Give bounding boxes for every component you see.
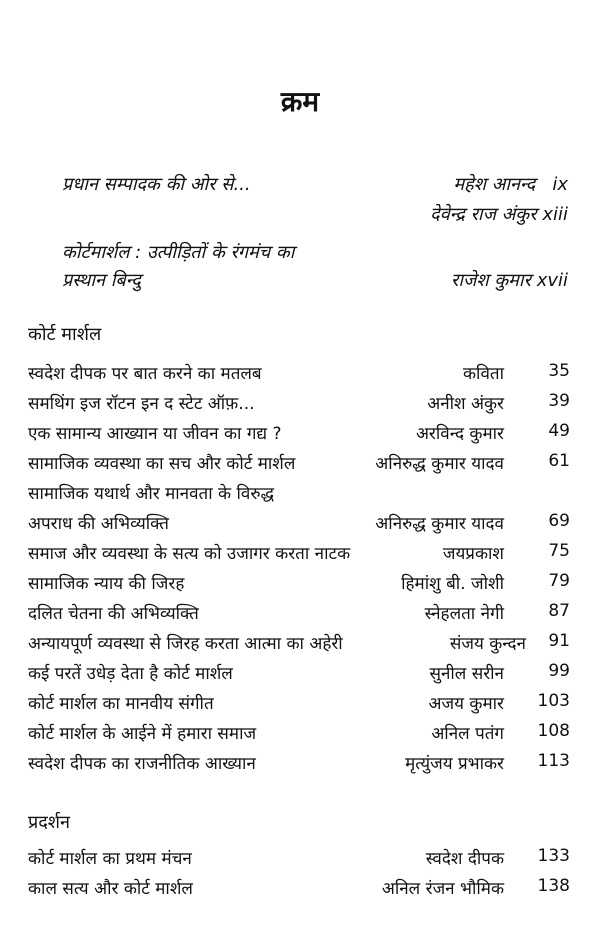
toc-entry xyxy=(28,876,570,904)
entry-title: सामाजिक व्यवस्था का सच और कोर्ट मार्शल xyxy=(28,454,296,474)
toc-entry xyxy=(28,451,570,479)
entry-author-page xyxy=(453,172,568,196)
entry-author-page xyxy=(430,202,568,226)
toc-entry xyxy=(28,661,570,689)
toc-entry xyxy=(28,631,570,659)
toc-entry xyxy=(28,481,570,509)
page-title: क्रम xyxy=(280,85,320,118)
entry-author: अरविन्द कुमार xyxy=(415,424,504,444)
entry-author: हिमांशु बी. जोशी xyxy=(401,574,504,594)
entry-author-page xyxy=(451,268,568,292)
entry-page: 35 xyxy=(548,361,570,381)
entry-author: अनिरुद्ध कुमार यादव xyxy=(375,514,504,534)
entry-author: राजेश कुमार xyxy=(450,270,531,291)
entry-author: अनीश अंकुर xyxy=(427,394,504,414)
entry-title: स्वदेश दीपक पर बात करने का मतलब xyxy=(28,364,262,384)
entry-page: 91 xyxy=(548,631,570,651)
entry-page: 138 xyxy=(537,876,570,896)
entry-author: देवेन्द्र राज अंकुर xyxy=(430,204,537,225)
entry-title: अपराध की अभिव्यक्ति xyxy=(28,514,169,534)
entry-author: संजय कुन्दन xyxy=(449,634,526,654)
toc-entry xyxy=(28,751,570,779)
entry-author: अनिल पतंग xyxy=(431,724,504,744)
entry-author: अनिरुद्ध कुमार यादव xyxy=(375,454,504,474)
entry-page: 99 xyxy=(548,661,570,681)
entry-title: कोर्ट मार्शल का मानवीय संगीत xyxy=(28,694,214,714)
toc-entry xyxy=(28,571,570,599)
toc-entry xyxy=(28,511,570,539)
entry-author: स्नेहलता नेगी xyxy=(424,604,504,624)
entry-author: अजय कुमार xyxy=(428,694,504,714)
entry-page: 108 xyxy=(537,721,570,741)
entry-title: समथिंग इज रॉटन इन द स्टेट ऑफ़... xyxy=(28,394,255,414)
entry-title: कोर्टमार्शल : उत्पीड़ितों के रंगमंच का xyxy=(62,242,295,263)
entry-author: अनिल रंजन भौमिक xyxy=(381,879,504,899)
section-heading: कोर्ट मार्शल xyxy=(28,324,102,345)
section-heading: प्रदर्शन xyxy=(28,812,71,833)
toc-entry xyxy=(28,541,570,569)
toc-entry xyxy=(28,721,570,749)
entry-title: सामाजिक यथार्थ और मानवता के विरुद्ध xyxy=(28,484,275,504)
entry-page: xvii xyxy=(536,270,568,291)
entry-title: कोर्ट मार्शल का प्रथम मंचन xyxy=(28,849,192,869)
entry-title: अन्यायपूर्ण व्यवस्था से जिरह करता आत्मा का अहेरी xyxy=(28,634,343,654)
entry-page: ix xyxy=(552,174,568,195)
entry-author: महेश आनन्द xyxy=(453,174,536,195)
entry-page: 39 xyxy=(548,391,570,411)
entry-page: 61 xyxy=(548,451,570,471)
entry-author: जयप्रकाश xyxy=(442,544,504,564)
toc-entry xyxy=(28,421,570,449)
entry-page: 133 xyxy=(537,846,570,866)
toc-entry xyxy=(28,601,570,629)
entry-author: सुनील सरीन xyxy=(429,664,504,684)
toc-entry xyxy=(28,691,570,719)
entry-page: 87 xyxy=(548,601,570,621)
entry-title: प्रस्थान बिन्दु xyxy=(62,270,141,291)
toc-entry xyxy=(28,391,570,419)
entry-title: कई परतें उधेड़ देता है कोर्ट मार्शल xyxy=(28,664,233,684)
entry-author: कविता xyxy=(462,364,504,384)
entry-title: प्रधान सम्पादक की ओर से... xyxy=(62,174,251,195)
entry-page: xiii xyxy=(542,204,568,225)
entry-author: स्वदेश दीपक xyxy=(425,849,504,869)
entry-title: एक सामान्य आख्यान या जीवन का गद्य ? xyxy=(28,424,282,444)
entry-page: 69 xyxy=(548,511,570,531)
entry-title: समाज और व्यवस्था के सत्य को उजागर करता नाटक xyxy=(28,544,351,564)
entry-title: स्वदेश दीपक का राजनीतिक आख्यान xyxy=(28,754,256,774)
entry-page: 49 xyxy=(548,421,570,441)
entry-title: सामाजिक न्याय की जिरह xyxy=(28,574,185,594)
toc-entry xyxy=(28,846,570,874)
entry-page: 75 xyxy=(548,541,570,561)
entry-page: 79 xyxy=(548,571,570,591)
entry-title: कोर्ट मार्शल के आईने में हमारा समाज xyxy=(28,724,257,744)
entry-page: 103 xyxy=(537,691,570,711)
entry-title: दलित चेतना की अभिव्यक्ति xyxy=(28,604,199,624)
toc-entry xyxy=(28,361,570,389)
entry-title: काल सत्य और कोर्ट मार्शल xyxy=(28,879,193,899)
entry-page: 113 xyxy=(537,751,570,771)
entry-author: मृत्युंजय प्रभाकर xyxy=(405,754,504,774)
